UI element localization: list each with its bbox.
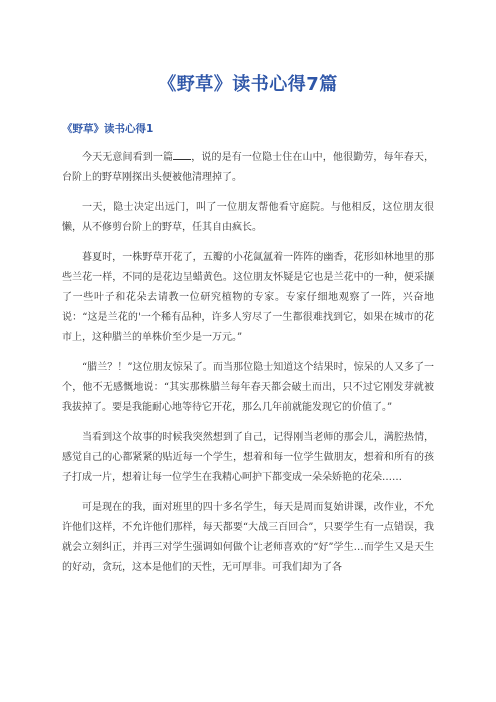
document-title: 《野草》读书心得7篇 (158, 74, 338, 95)
paragraph: 可是现在的我，面对班里的四十多名学生，每天是周而复始讲课，改作业，不允许他们这样，不允许他们那样，每天都要“大战三百回合”，只要学生有一点错误，我就会立刻纠正，并再三对学生强调如何做个让老师喜欢的“好”学生…而学生又是天生的好动，贪玩，这本是他们的天性，无可厚非。可我们却为了各 (62, 502, 434, 573)
paragraph: 一天，隐士决定出远门，叫了一位朋友帮他看守庭院。与他相反，这位朋友很懒，从不修剪台阶上的野草，任其自由疯长。 (62, 202, 434, 233)
paragraph-text: 今天无意间看到一篇 (82, 152, 174, 163)
document-body (62, 148, 434, 588)
section-heading: 《野草》读书心得1 (62, 123, 154, 135)
paragraph: “腊兰？！”这位朋友惊呆了。而当那位隐士知道这个结果时，惊呆的人又多了一个，他不无感慨地说：“其实那株腊兰每年春天都会破土而出，只不过它刚发芽就被我拔掉了。要是我能耐心地等待它开花，那么几年前就能发现它的价值了。” (62, 362, 434, 413)
paragraph: 当看到这个故事的时候我突然想到了自己，记得刚当老师的那会儿，满腔热情，感觉自己的心都紧紧的贴近每一个学生，想着和每一位学生做朋友，想着和所有的孩子打成一片，想着让每一位学生在我精心呵护下都变成一朵朵娇艳的花朵…… (62, 432, 434, 483)
paragraph-text: ，说的是有一位隐士住在山中，他很勤劳，每年春天，台阶上的野草刚探出头便被他清理掉了。 (62, 152, 435, 183)
blank-underline (173, 149, 191, 160)
paragraph (62, 148, 434, 188)
paragraph: 暮夏时，一株野草开花了，五瓣的小花氤氲着一阵阵的幽香，花形如林地里的那些兰花一样，不同的是花边呈蜡黄色。这位朋友怀疑是它也是兰花中的一种，便采撷了一些叶子和花朵去请教一位研究植物的专家。专家仔细地观察了一阵，兴奋地说：“这是兰花的'一个稀有品种，许多人穷尽了一生都很难找到它，如果在城市的花市上，这种腊兰的单株价至少是一万元。” (62, 252, 434, 343)
